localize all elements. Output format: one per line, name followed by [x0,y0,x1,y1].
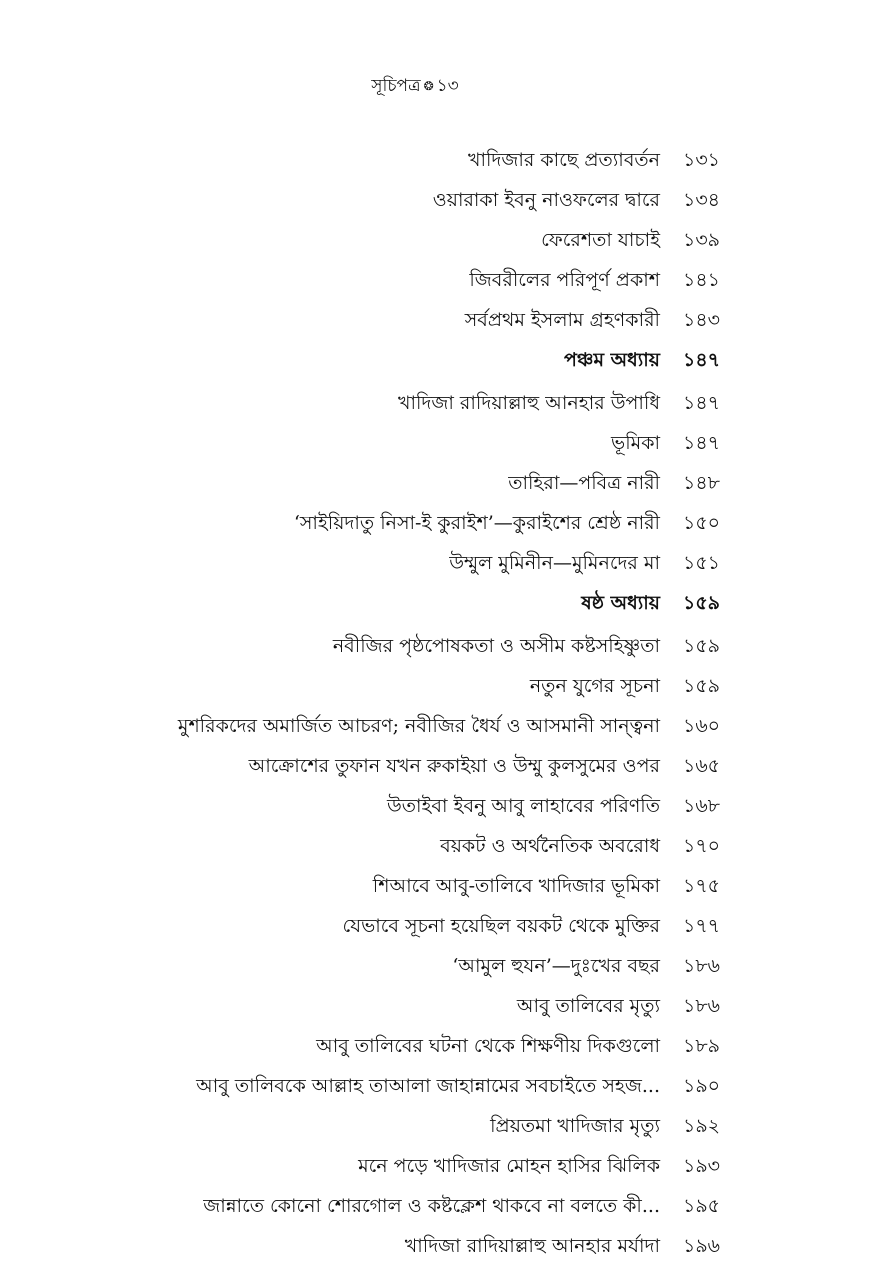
toc-entry [0,868,870,908]
toc-entry [0,908,870,948]
toc-entry [0,628,870,668]
toc-entry [0,545,870,585]
toc-entry-page: ১৪৩ [683,309,721,331]
toc-entry-title: জান্নাতে কোনো শোরগোল ও কষ্টক্লেশ থাকবে না বলতে কী... [203,1195,660,1217]
toc-entry [0,988,870,1028]
toc-entry-title: উতাইবা ইবনু আবু লাহাবের পরিণতি [386,795,660,817]
chapter-heading-page: ১৫৯ [683,592,720,614]
toc-entry-page: ১৪১ [683,269,720,291]
toc-entry-page: ১৭৭ [683,915,721,937]
toc-entry-page: ১৮৬ [683,955,721,977]
toc-entry-page: ১৬৫ [683,755,721,777]
toc-entry-title: নতুন যুগের সূচনা [529,675,660,697]
toc-entry-page: ১৩১ [683,149,721,171]
toc-entry-page: ১৮৬ [683,995,721,1017]
toc-entry-title: ‘আমুল হুযন’—দুঃখের বছর [452,955,660,977]
chapter-heading-page: ১৪৭ [683,349,721,371]
chapter-heading-title: পঞ্চম অধ্যায় [564,349,660,371]
toc-entry [0,465,870,505]
toc-entry [0,668,870,708]
header-label: সূচিপত্র [371,76,421,96]
toc-entry-page: ১৯২ [683,1115,721,1137]
toc-entry-page: ১৯৩ [683,1155,721,1177]
toc-entry-title: আক্রোশের তুফান যখন রুকাইয়া ও উম্মু কুলসুমের ওপর [248,755,660,777]
toc-entry [0,1028,870,1068]
toc-entry [0,788,870,828]
running-header [0,74,830,98]
toc-entry [0,1188,870,1228]
toc-entry-title: প্রিয়তমা খাদিজার মৃত্যু [490,1115,660,1137]
chapter-heading-row [0,585,870,628]
toc-entry-title: ফেরেশতা যাচাই [541,229,660,251]
toc-entry-page: ১৩৪ [683,189,721,211]
toc-entry-title: খাদিজা রাদিয়াল্লাহু আনহার উপাধি [397,392,660,414]
toc-entry-title: ভূমিকা [611,432,660,454]
toc-entry-page: ১৩৯ [683,229,721,251]
chapter-heading-row [0,342,870,385]
toc-entry-page: ১৯৫ [683,1195,720,1217]
toc-entry-page: ১৬৮ [683,795,721,817]
toc-entry-title: আবু তালিবের ঘটনা থেকে শিক্ষণীয় দিকগুলো [316,1035,660,1057]
toc-entry-page: ১৪৭ [683,432,721,454]
header-page-number: ১৩ [436,76,459,96]
toc-entry-page: ১৫০ [683,512,721,534]
toc-entry [0,828,870,868]
toc-entry [0,1068,870,1108]
toc-entry-page: ১৫৯ [683,675,720,697]
toc-entry-page: ১৭০ [683,835,721,857]
toc-entry [0,302,870,342]
toc-entry-title: যেভাবে সূচনা হয়েছিল বয়কট থেকে মুক্তির [342,915,660,937]
chapter-heading-title: ষষ্ঠ অধ্যায় [581,592,660,614]
toc-entry-title: খাদিজা রাদিয়াল্লাহু আনহার মর্যাদা [404,1235,660,1257]
toc-entry-page: ১৮৯ [683,1035,720,1057]
toc-entry-page: ১৫১ [683,552,720,574]
toc-entry-page: ১৯৬ [683,1235,721,1257]
toc-entry-title: ওয়ারাকা ইবনু নাওফলের দ্বারে [432,189,660,211]
toc-entry-page: ১৬০ [683,715,721,737]
toc-entry-title: নবীজির পৃষ্ঠপোষকতা ও অসীম কষ্টসহিষ্ণুতা [332,635,660,657]
toc-entry [0,1108,870,1148]
toc-entry-title: তাহিরা—পবিত্র নারী [508,472,660,494]
toc-entry [0,748,870,788]
toc-entry-page: ১৯০ [683,1075,721,1097]
toc-entry [0,142,870,182]
table-of-contents [0,142,870,1268]
toc-entry-title: উম্মুল মুমিনীন—মুমিনদের মা [449,552,660,574]
toc-entry-title: আবু তালিবের মৃত্যু [516,995,660,1017]
toc-entry [0,1228,870,1268]
toc-entry-page: ১৪৭ [683,392,721,414]
toc-entry [0,505,870,545]
toc-entry-title: জিবরীলের পরিপূর্ণ প্রকাশ [469,269,660,291]
toc-entry [0,262,870,302]
toc-entry-title: খাদিজার কাছে প্রত্যাবর্তন [467,149,660,171]
toc-entry [0,222,870,262]
toc-entry-title: সর্বপ্রথম ইসলাম গ্রহণকারী [464,309,660,331]
ornament-icon: ❂ [423,79,434,93]
toc-entry-page: ১৫৯ [683,635,720,657]
toc-entry [0,948,870,988]
toc-entry-title: মনে পড়ে খাদিজার মোহন হাসির ঝিলিক [358,1155,660,1177]
toc-entry [0,425,870,465]
toc-entry-page: ১৪৮ [683,472,720,494]
toc-entry [0,182,870,222]
toc-entry-title: ‘সাইয়িদাতু নিসা-ই কুরাইশ’—কুরাইশের শ্রেষ্ঠ নারী [293,512,660,534]
toc-entry-title: বয়কট ও অর্থনৈতিক অবরোধ [440,835,660,857]
toc-entry-title: আবু তালিবকে আল্লাহ তাআলা জাহান্নামের সবচাইতে সহজ... [196,1075,660,1097]
toc-entry [0,708,870,748]
toc-entry [0,385,870,425]
toc-entry-page: ১৭৫ [683,875,721,897]
toc-entry-title: শিআবে আবু-তালিবে খাদিজার ভূমিকা [372,875,660,897]
toc-entry [0,1148,870,1188]
toc-entry-title: মুশরিকদের অমার্জিত আচরণ; নবীজির ধৈর্য ও আসমানী সান্ত্বনা [177,715,660,737]
